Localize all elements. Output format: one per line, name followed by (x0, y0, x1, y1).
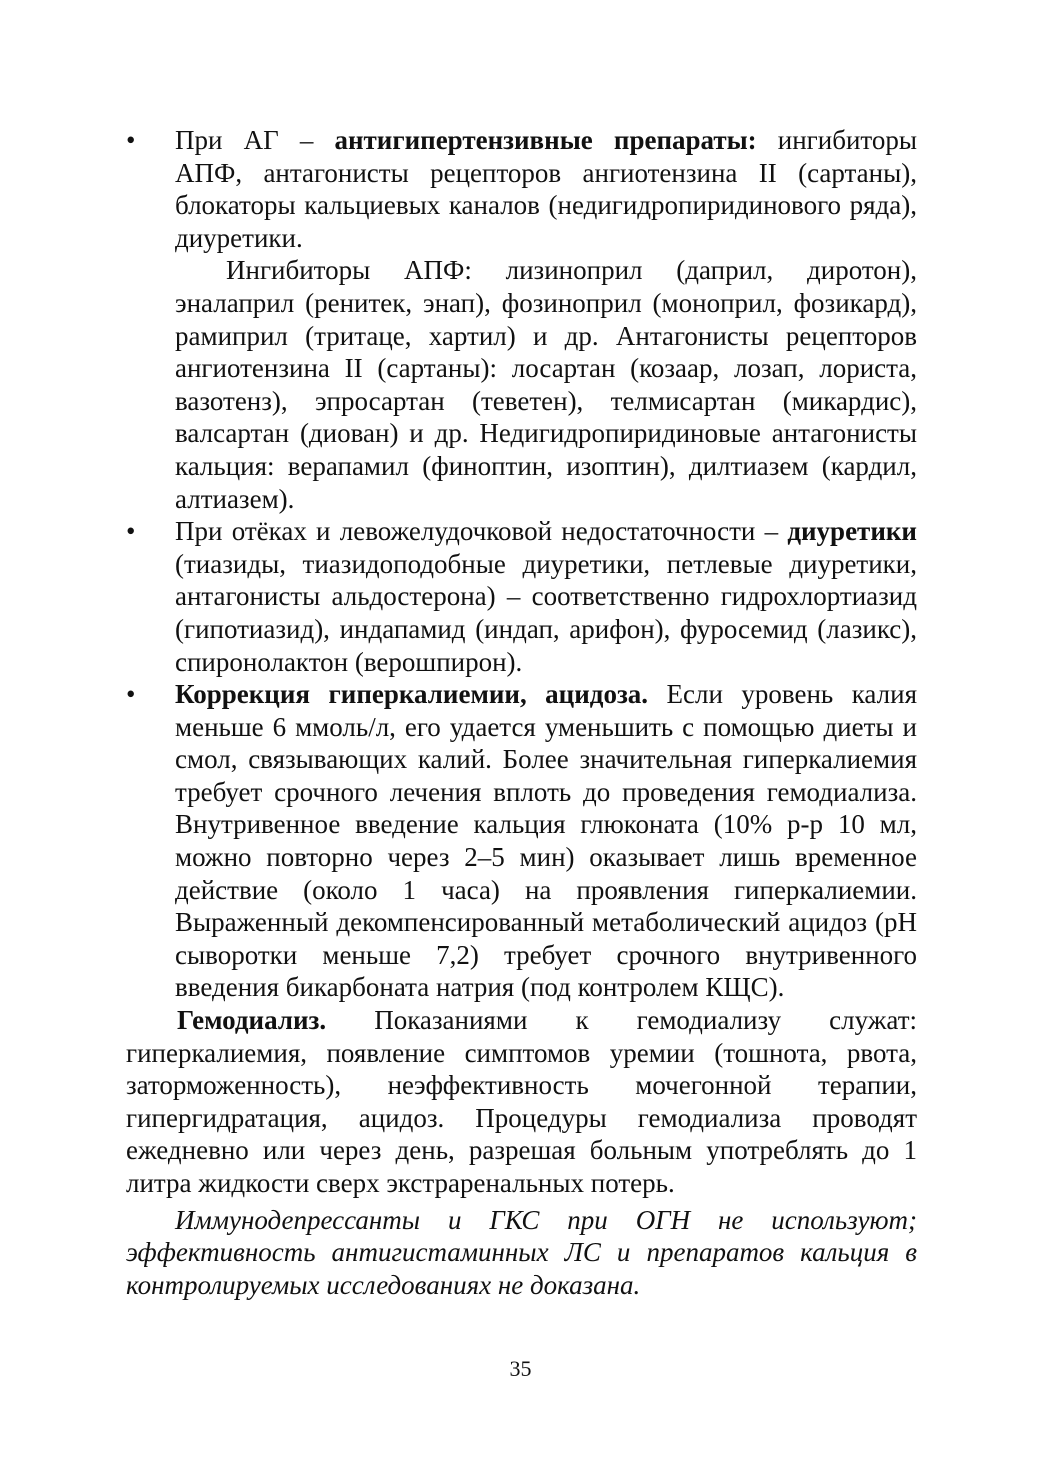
hemodialysis-heading: Гемодиализ. (177, 1005, 327, 1036)
bullet-text-before: При АГ – (175, 125, 335, 155)
hemodialysis-paragraph (126, 1004, 917, 1200)
hemodialysis-text: Показаниями к гемодиализу служат: гиперкалиемия, появление симптомов уремии (тошнота, рвота, заторможенность), неэффективность мочегонной терапии, гипергидратация, ацидоз. Процедуры гемодиализа проводят ежедневно или через день, разрешая больным употреблять до 1 литра жидкости сверх экстраренальных потерь. (126, 1005, 917, 1198)
page-body (126, 124, 917, 1301)
bullet-marker: • (126, 125, 136, 155)
bullet-bold-term: антигипертензивные препараты: (334, 125, 757, 155)
bullet-marker: • (126, 516, 136, 547)
list-item-hyperkalemia (126, 678, 917, 1004)
bullet-paragraph (175, 515, 917, 678)
bullet-paragraph (175, 124, 917, 254)
bullet-text-after: ингибиторы АПФ, антагонисты рецепторов ангиотензина II (сартаны), блокаторы кальциевых каналов (недигидропиридинового ряда), диуретики. (175, 125, 917, 253)
bullet-text-after: Если уровень калия меньше 6 ммоль/л, его удается уменьшить с помощью диеты и смол, связывающих калий. Более значительная гиперкалиемия требует срочного лечения вплоть до проведения гемодиализа. Внутривенное введение кальция глюконата (10% р-р 10 мл, можно повторно через 2–5 мин) оказывает лишь временное действие (около 1 часа) на проявления гиперкалиемии. Выраженный декомпенсированный метаболический ацидоз (pH сыворотки меньше 7,2) требует срочного внутривенного введения бикарбоната натрия (под контролем КЩС). (175, 679, 917, 1003)
italic-note: Иммунодепрессанты и ГКС при ОГН не используют; эффективность антигистаминных ЛС и препаратов кальция в контролируемых исследованиях не доказана. (126, 1204, 917, 1300)
bullet-text-before: При отёках и левожелудочковой недостаточности – (175, 516, 788, 547)
bullet-paragraph (175, 678, 917, 1004)
page-number: 35 (509, 1356, 532, 1381)
bullet-bold-term: Коррекция гиперкалиемии, ацидоза. (175, 679, 649, 710)
list-item-diuretics (126, 515, 917, 678)
list-item-antihypertensive (126, 124, 917, 515)
bullet-marker: • (126, 679, 136, 710)
bullet-bold-term: диуретики (787, 516, 917, 547)
bullet-text-after: (тиазиды, тиазидоподобные диуретики, петлевые диуретики, антагонисты альдостерона) – соответственно гидрохлортиазид (гипотиазид), индапамид (индап, арифон), фуросемид (лазикс), спиронолактон (верошпирон). (175, 548, 917, 677)
drug-list-paragraph: Ингибиторы АПФ: лизиноприл (даприл, диротон), эналаприл (ренитек, энап), фозиноприл (моноприл, фозикард), рамиприл (тритаце, хартил) и др. Антагонисты рецепторов ангиотензина II (сартаны): лосартан (козаар, лозап, лориста, вазотенз), эпросартан (теветен), телмисартан (микардис), валсартан (диован) и др. Недигидропиридиновые антагонисты кальция: верапамил (финоптин, изоптин), дилтиазем (кардил, алтиазем). (175, 255, 917, 514)
